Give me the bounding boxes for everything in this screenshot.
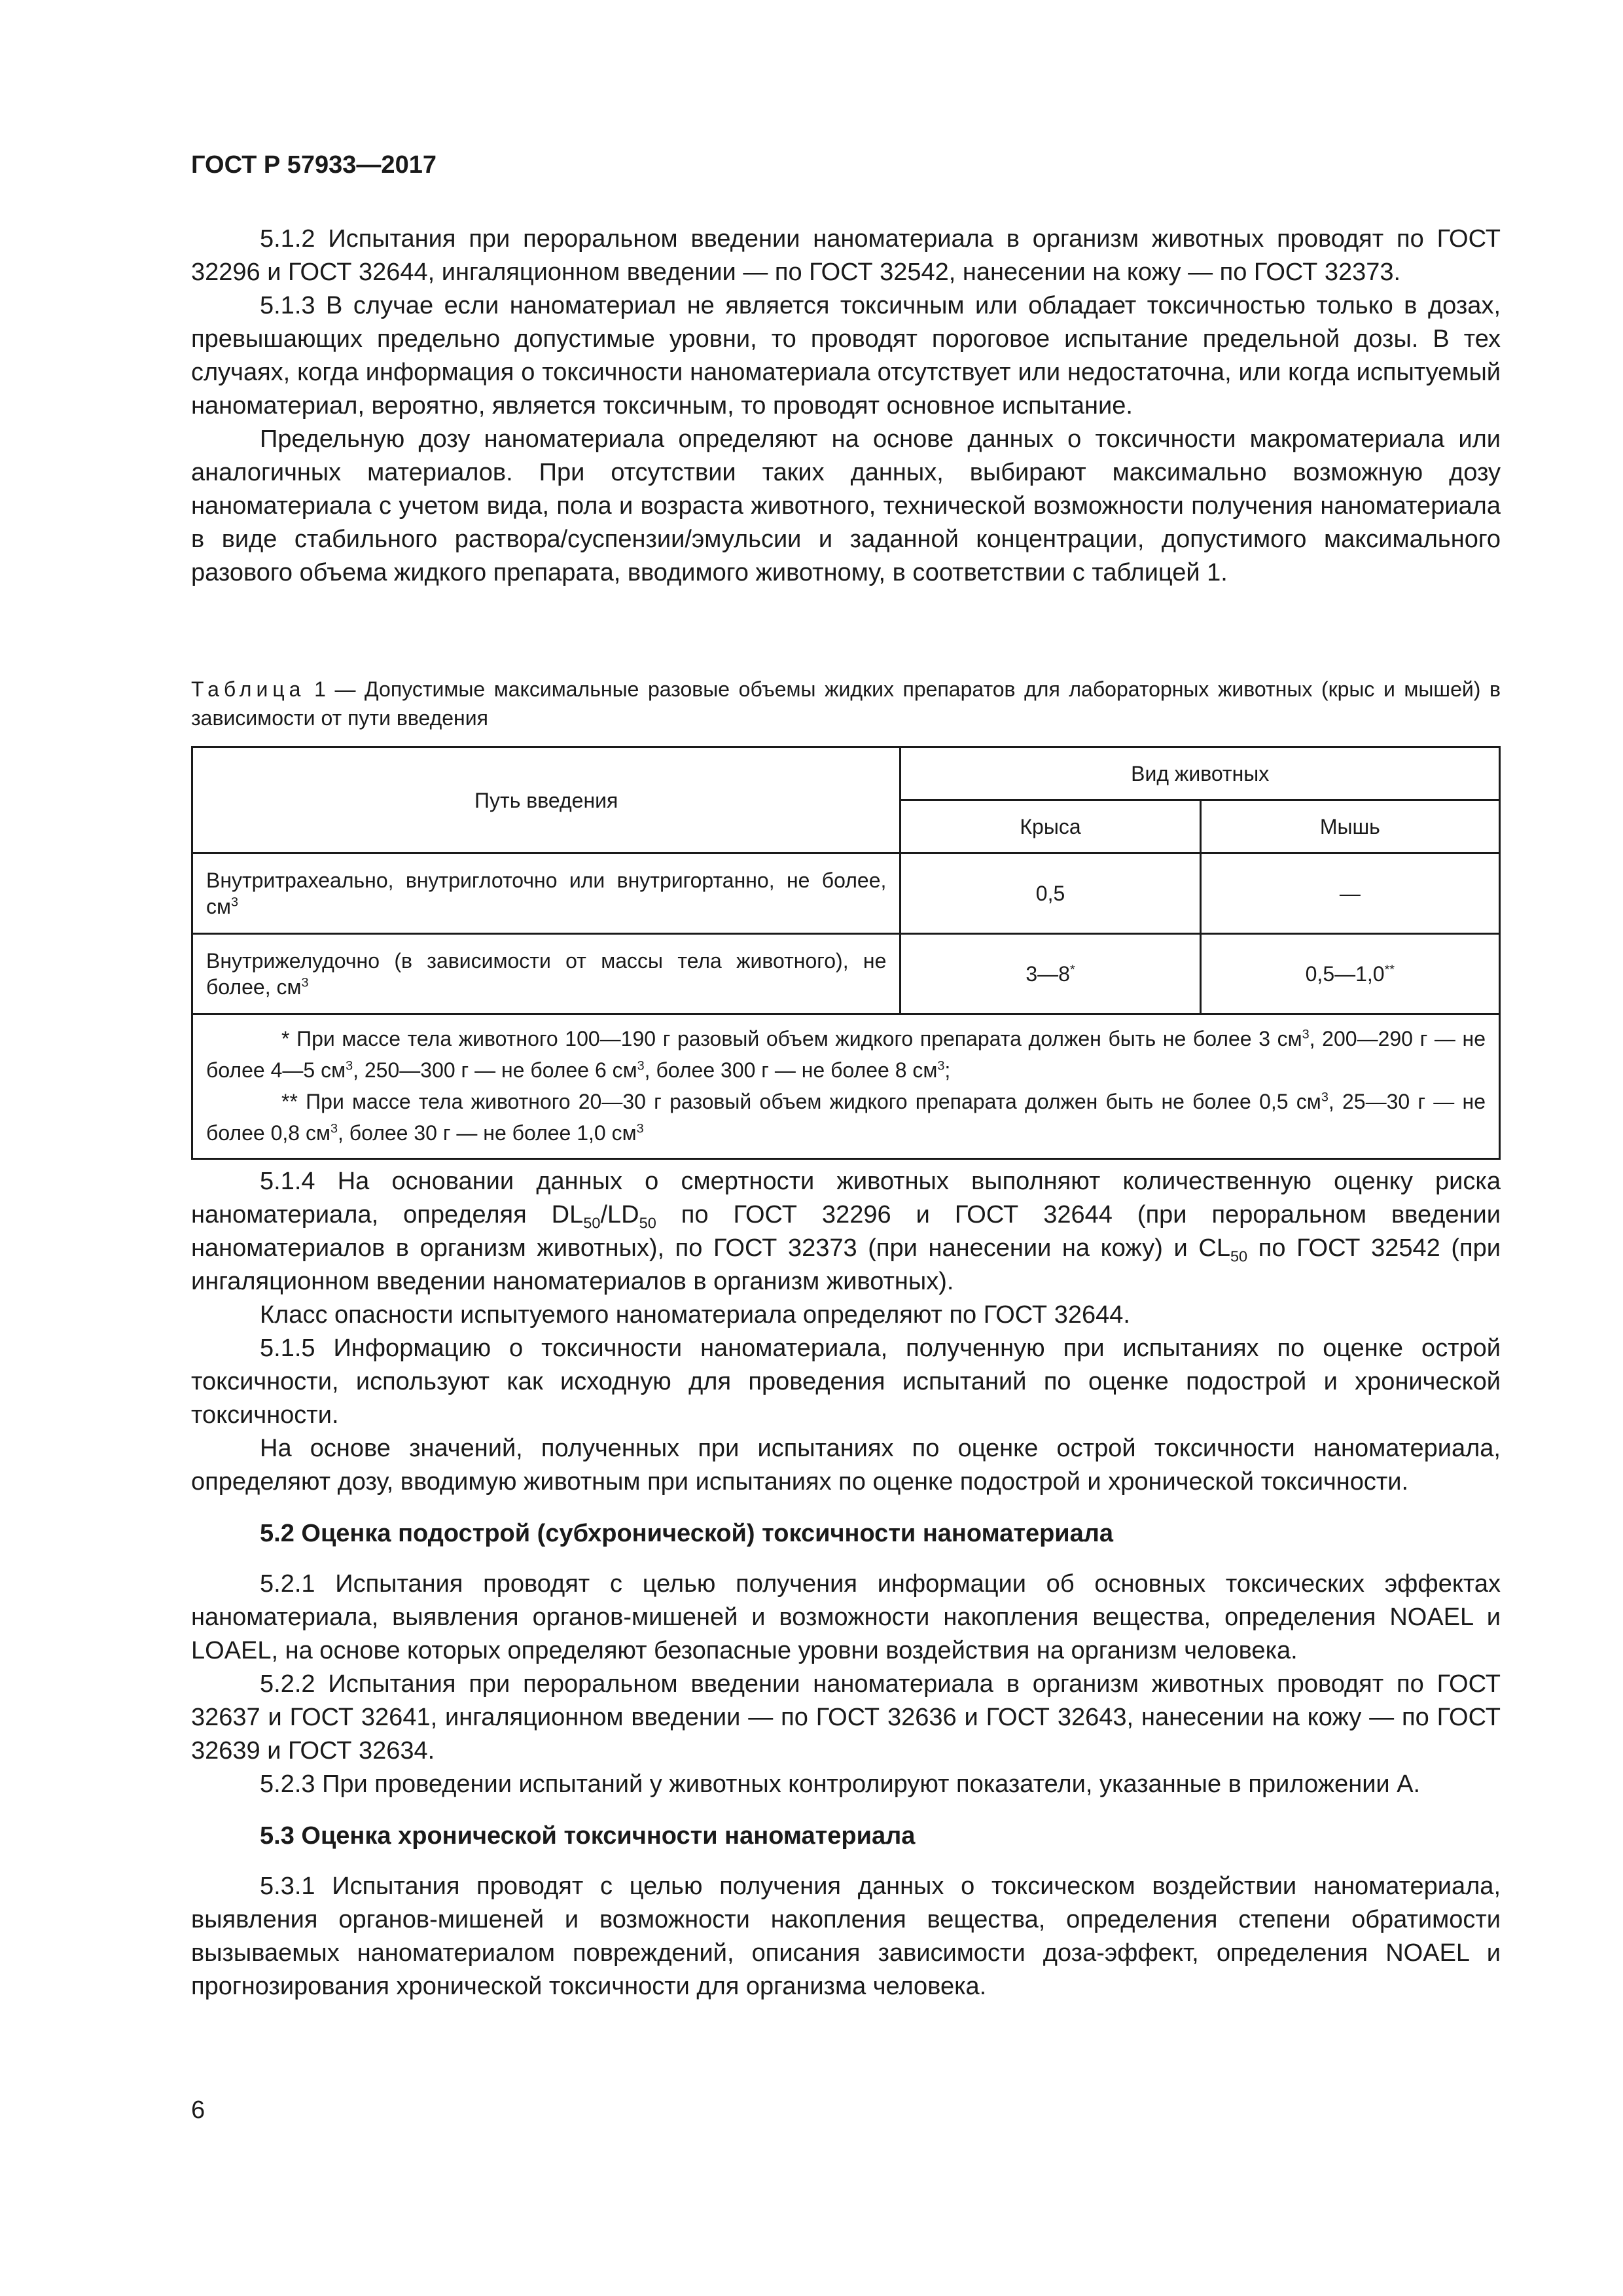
- text-block-top: [191, 223, 1501, 590]
- page-number: 6: [191, 2096, 205, 2124]
- header-rat: Крыса: [901, 800, 1200, 853]
- section-heading-5-3: 5.3 Оценка хронической токсичности наноматериала: [260, 1822, 916, 1850]
- rat-value-cell: 0,5: [901, 853, 1200, 934]
- section-heading-5-2: 5.2 Оценка подострой (субхронической) токсичности наноматериала: [260, 1520, 1114, 1547]
- paragraph-dose-basis: На основе значений, полученных при испытаниях по оценке острой токсичности наноматериала, определяют дозу, вводимую животным при испытаниях по оценке подострой и хронической токсичности.: [191, 1435, 1501, 1496]
- volumes-table: [191, 746, 1501, 1160]
- table-row: [192, 934, 1500, 1014]
- paragraph-5-2-2: 5.2.2 Испытания при пероральном введении наноматериала в организм животных проводят по ГОСТ 32637 и ГОСТ 32641, ингаляционном введении — по ГОСТ 32636 и ГОСТ 32643, нанесении на кожу — по ГОСТ 32639 и ГОСТ 32634.: [191, 1670, 1501, 1765]
- document-code: ГОСТ Р 57933—2017: [191, 151, 437, 179]
- paragraph-5-1-5: 5.1.5 Информацию о токсичности наноматериала, полученную при испытаниях по оценке острой токсичности, используют как исходную для проведения испытаний по оценке подострой и хронической токсичности.: [191, 1335, 1501, 1429]
- table-notes: [192, 1014, 1500, 1159]
- header-route: Путь введения: [192, 747, 901, 853]
- table-row: [192, 853, 1500, 934]
- table-note-1: * При массе тела животного 100—190 г разовый объем жидкого препарата должен быть не более 3 $см^3$, 200—290 г — не более 4—5 $см^3$, 250—300 г — не более 6 $см^3$, более 300 г — не более 8 $см^3$;: [206, 1027, 1486, 1082]
- mouse-value-cell: 0,5—1,0**: [1200, 934, 1499, 1014]
- paragraph-hazard-class: Класс опасности испытуемого наноматериала определяют по ГОСТ 32644.: [260, 1301, 1130, 1329]
- paragraph-limit-dose: Предельную дозу наноматериала определяют на основе данных о токсичности макроматериала или аналогичных материалов. При отсутствии таких данных, выбирают максимально возможную дозу наноматериала с учетом вида, пола и возраста животного, технической возможности получения наноматериала в виде стабильного раствора/суспензии/эмульсии и заданной концентрации, допустимого максимального разового объема жидкого препарата, вводимого животному, в соответствии с таблицей 1.: [191, 425, 1501, 586]
- rat-value-cell: 3—8*: [901, 934, 1200, 1014]
- table-header-row: [192, 747, 1500, 800]
- mouse-value-cell: —: [1200, 853, 1499, 934]
- table-notes-row: [192, 1014, 1500, 1159]
- table-caption-prefix: Таблица: [191, 677, 306, 701]
- route-cell: Внутрижелудочно (в зависимости от массы тела животного), не более, $см^3$: [192, 934, 901, 1014]
- route-cell: Внутритрахеально, внутриглоточно или внутригортанно, не более, $см^3$: [192, 853, 901, 934]
- table-caption-text: 1 — Допустимые максимальные разовые объемы жидких препаратов для лабораторных животных (крыс и мышей) в зависимости от пути введения: [191, 677, 1501, 730]
- paragraph-5-1-3: 5.1.3 В случае если наноматериал не является токсичным или обладает токсичностью только в дозах, превышающих предельно допустимые уровни, то проводят пороговое испытание предельной дозы. В тех случаях, когда информация о токсичности наноматериала отсутствует или недостаточна, или когда испытуемый наноматериал, вероятно, является токсичным, то проводят основное испытание.: [191, 292, 1501, 420]
- header-mouse: Мышь: [1200, 800, 1499, 853]
- table-caption: [191, 675, 1501, 732]
- text-block-bottom: [191, 1165, 1501, 2003]
- paragraph-5-1-4: 5.1.4 На основании данных о смертности животных выполняют количественную оценку риска наноматериала, определяя $DL_{50}/LD_{50}$ по ГОСТ 32296 и ГОСТ 32644 (при пероральном введении наноматериалов в организм животных), по ГОСТ 32373 (при нанесении на кожу) и $CL_{50}$ по ГОСТ 32542 (при ингаляционном введении наноматериалов в организм животных).: [191, 1168, 1501, 1295]
- paragraph-5-1-2: 5.1.2 Испытания при пероральном введении наноматериала в организм животных проводят по ГОСТ 32296 и ГОСТ 32644, ингаляционном введении — по ГОСТ 32542, нанесении на кожу — по ГОСТ 32373.: [191, 225, 1501, 286]
- table-note-2: ** При массе тела животного 20—30 г разовый объем жидкого препарата должен быть не более 0,5 $см^3$, 25—30 г — не более 0,8 $см^3$, более 30 г — не более 1,0 $см^3$: [206, 1090, 1486, 1145]
- paragraph-5-3-1: 5.3.1 Испытания проводят с целью получения данных о токсическом воздействии наноматериала, выявления органов-мишеней и возможности накопления вещества, определения степени обратимости вызываемых наноматериалом повреждений, описания зависимости доза-эффект, определения NOAEL и прогнозирования хронической токсичности для организма человека.: [191, 1873, 1501, 2000]
- paragraph-5-2-1: 5.2.1 Испытания проводят с целью получения информации об основных токсических эффектах наноматериала, выявления органов-мишеней и возможности накопления вещества, определения NOAEL и LOAEL, на основе которых определяют безопасные уровни воздействия на организм человека.: [191, 1570, 1501, 1664]
- header-species: Вид животных: [901, 747, 1500, 800]
- paragraph-5-2-3: 5.2.3 При проведении испытаний у животных контролируют показатели, указанные в приложении А.: [260, 1770, 1421, 1798]
